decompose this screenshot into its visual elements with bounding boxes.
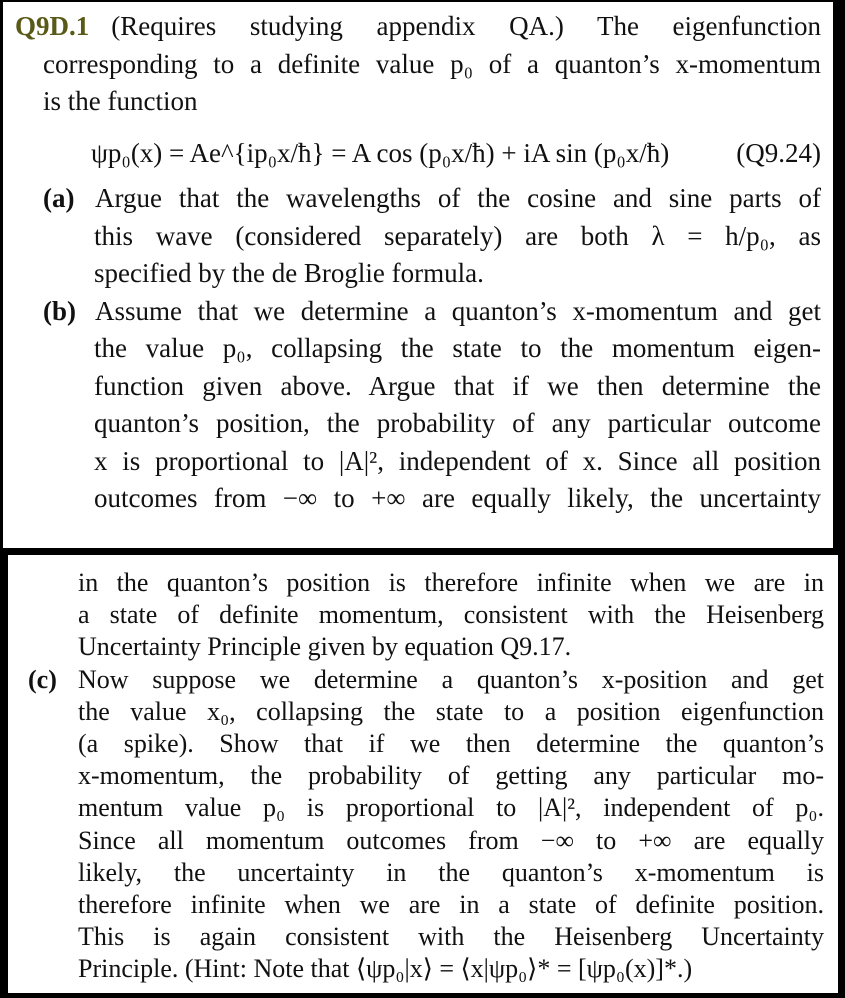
part-c-line: the value x₀, collapsing the state to a position eigenfunction: [78, 696, 824, 726]
part-b-first-line: [15, 293, 821, 331]
top-panel: [3, 2, 833, 548]
part-b-line: quanton’s position, the probability of any particular outcome: [94, 408, 821, 438]
problem-line: corresponding to a definite value p₀ of a quanton’s x-momentum: [43, 48, 821, 79]
part-c-line: mentum value p₀ is proportional to |A|², independent of p₀.: [78, 793, 824, 823]
part-c-line: Since all momentum outcomes from −∞ to +∞ are equally: [78, 825, 824, 855]
part-b-continued-line: a state of definite momentum, consistent with the Heisenberg: [78, 600, 824, 630]
part-b-continued-line: in the quanton’s position is therefore infinite when we are in: [78, 568, 824, 597]
part-b-line: x is proportional to |A|², independent of x. Since all position: [94, 445, 821, 476]
part-c-first-line: [28, 664, 824, 696]
part-b-line: Assume that we determine a quanton’s x-momentum and get: [95, 295, 821, 326]
part-a-label: (a): [43, 183, 75, 213]
part-b-line: the value p₀, collapsing the state to the momentum eigen-: [94, 333, 821, 363]
part-a-line: Argue that the wavelengths of the cosine and sine parts of: [95, 183, 821, 213]
part-a-line: this wave (considered separately) are both λ = h/p₀, as: [94, 220, 821, 251]
part-c-line: therefore infinite when we are in a state of definite position.: [78, 890, 824, 920]
part-b-label: (b): [43, 295, 76, 326]
part-a-line: specified by the de Broglie formula.: [94, 258, 484, 288]
part-c-line: Principle. (Hint: Note that ⟨ψp₀|x⟩ = ⟨x|ψp₀⟩* = [ψp₀(x)]*.): [78, 954, 693, 984]
equation-text: ψp₀(x) = Ae^{ip₀x/ħ} = A cos (p₀x/ħ) + iA sin (p₀x/ħ): [91, 137, 670, 168]
problem-line: is the function: [43, 86, 198, 116]
part-b-line: function given above. Argue that if we then determine the: [94, 370, 821, 401]
equation-row: [15, 135, 821, 173]
part-c-line: This is again consistent with the Heisenberg Uncertainty: [78, 922, 824, 952]
part-c-line: likely, the uncertainty in the quanton’s x-momentum is: [78, 857, 824, 887]
part-a-first-line: [15, 180, 821, 218]
problem-line: (Requires studying appendix QA.) The eigenfunction: [111, 11, 821, 41]
part-c-label: (c): [28, 664, 57, 694]
part-c-line: x-momentum, the probability of getting any particular mo-: [78, 761, 824, 791]
part-b-continued-line: Uncertainty Principle given by equation Q9.17.: [78, 632, 572, 662]
problem-header: [15, 8, 821, 46]
part-b-line: outcomes from −∞ to +∞ are equally likely, the uncertainty: [94, 483, 821, 513]
part-c-line: Now suppose we determine a quanton’s x-position and get: [78, 664, 824, 694]
bottom-panel: [8, 555, 838, 993]
equation-label: (Q9.24): [736, 137, 821, 168]
problem-number: Q9D.1: [15, 11, 90, 41]
part-c-line: (a spike). Show that if we then determine the quanton’s: [78, 729, 824, 759]
